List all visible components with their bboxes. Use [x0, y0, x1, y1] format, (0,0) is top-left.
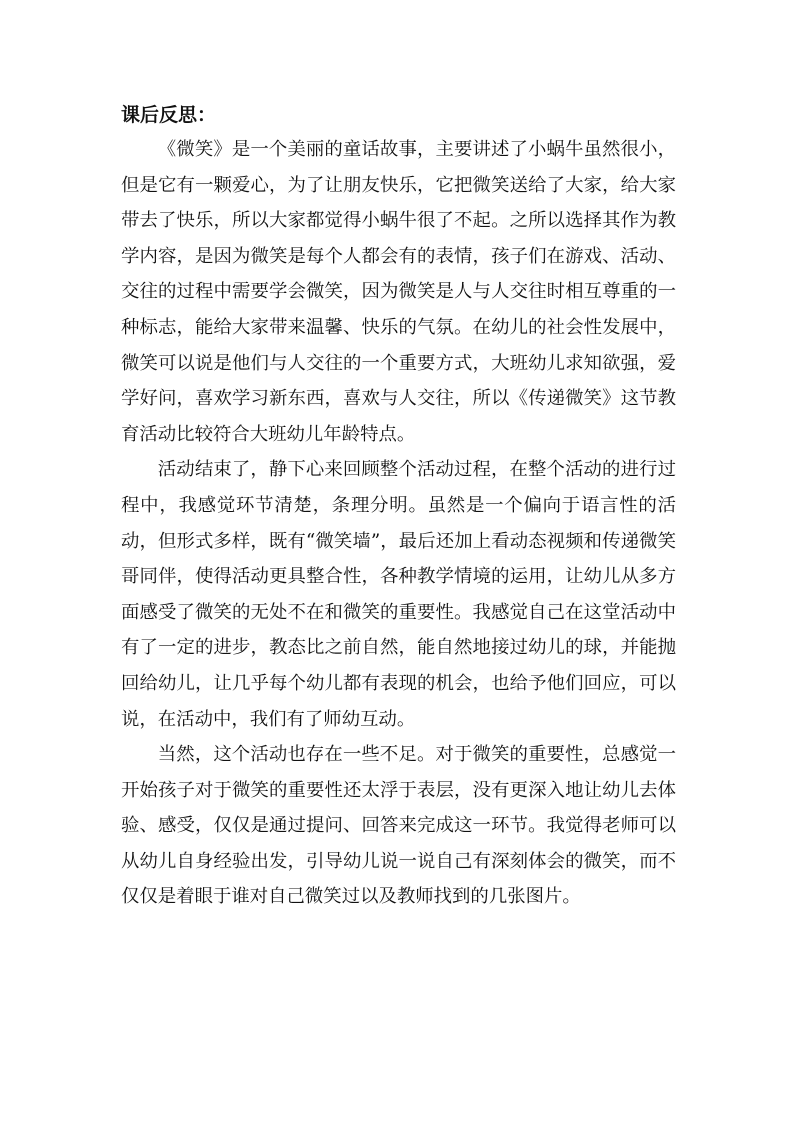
document-body — [121, 98, 676, 915]
paragraph-intro: 《微笑》是一个美丽的童话故事，主要讲述了小蜗牛虽然很小，但是它有一颗爱心，为了让朋友快乐，它把微笑送给了大家，给大家带去了快乐，所以大家都觉得小蜗牛很了不起。之所以选择其作为教学内容，是因为微笑是每个人都会有的表情，孩子们在游戏、活动、交往的过程中需要学会微笑，因为微笑是人与人交往时相互尊重的一种标志，能给大家带来温馨、快乐的气氛。在幼儿的社会性发展中，微笑可以说是他们与人交往的一个重要方式，大班幼儿求知欲强，爱学好问，喜欢学习新东西，喜欢与人交往，所以《传递微笑》这节教育活动比较符合大班幼儿年龄特点。 — [121, 139, 676, 445]
paragraph-shortcomings: 当然，这个活动也存在一些不足。对于微笑的重要性，总感觉一开始孩子对于微笑的重要性还太浮于表层，没有更深入地让幼儿去体验、感受，仅仅是通过提问、回答来完成这一环节。我觉得老师可以从幼儿自身经验出发，引导幼儿说一说自己有深刻体会的微笑，而不仅仅是着眼于谁对自己微笑过以及教师找到的几张图片。 — [121, 744, 676, 908]
paragraph-review: 活动结束了，静下心来回顾整个活动过程，在整个活动的进行过程中，我感觉环节清楚，条理分明。虽然是一个偏向于语言性的活动，但形式多样，既有“微笑墙”，最后还加上看动态视频和传递微笑哥同伴，使得活动更具整合性，各种教学情境的运用，让幼儿从多方面感受了微笑的无处不在和微笑的重要性。我感觉自己在这堂活动中有了一定的进步，教态比之前自然，能自然地接过幼儿的球，并能抛回给幼儿，让几乎每个幼儿都有表现的机会，也给予他们回应，可以说，在活动中，我们有了师幼互动。 — [121, 459, 676, 730]
section-heading: 课后反思： — [121, 104, 217, 126]
